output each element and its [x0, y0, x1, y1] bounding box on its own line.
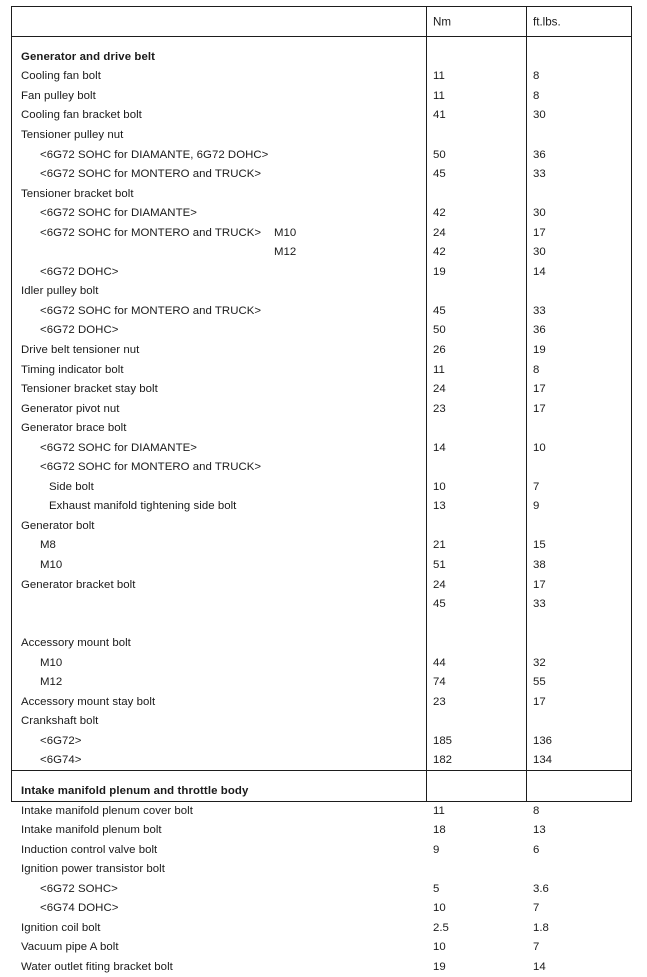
table-row	[12, 418, 631, 438]
cell-ftlbs: 19	[533, 343, 546, 356]
section-heading-row	[12, 47, 631, 67]
cell-ftlbs: 33	[533, 304, 546, 317]
row-label: Idler pulley bolt	[21, 285, 99, 298]
cell-nm: 11	[433, 89, 445, 102]
table-row	[12, 653, 631, 673]
cell-nm: 24	[433, 578, 446, 591]
row-label: <6G72>	[40, 734, 82, 747]
cell-ftlbs: 1.8	[533, 921, 549, 934]
table-row	[12, 859, 631, 879]
cell-nm: 23	[433, 695, 446, 708]
table-row	[12, 340, 631, 360]
table-row	[12, 555, 631, 575]
table-row	[12, 918, 631, 938]
row-label: <6G72 SOHC>	[40, 882, 118, 895]
cell-nm: 18	[433, 824, 446, 837]
cell-ftlbs: 14	[533, 265, 546, 278]
table-row	[12, 575, 631, 595]
row-label: Generator bracket bolt	[21, 578, 136, 591]
cell-nm: 45	[433, 304, 446, 317]
row-label: Crankshaft bolt	[21, 715, 99, 728]
row-label: Generator brace bolt	[21, 422, 127, 435]
table-row	[12, 301, 631, 321]
row-label: Cooling fan bracket bolt	[21, 109, 142, 122]
cell-ftlbs: 17	[533, 226, 546, 239]
cell-nm: 14	[433, 441, 446, 454]
row-label: <6G74 DOHC>	[40, 902, 119, 915]
table-row	[12, 938, 631, 958]
table-row	[12, 820, 631, 840]
table-header-row	[12, 7, 631, 37]
table-row	[12, 67, 631, 87]
cell-ftlbs: 36	[533, 148, 546, 161]
table-row	[12, 262, 631, 282]
cell-nm: 10	[433, 941, 446, 954]
cell-ftlbs: 7	[533, 480, 540, 493]
cell-ftlbs: 17	[533, 578, 546, 591]
cell-nm: 50	[433, 324, 446, 337]
table-row	[12, 899, 631, 919]
row-label: Generator pivot nut	[21, 402, 120, 415]
row-label: Induction control valve bolt	[21, 843, 158, 856]
cell-ftlbs: 10	[533, 441, 546, 454]
cell-nm: 24	[433, 226, 446, 239]
cell-nm: 5	[433, 882, 440, 895]
cell-nm: 23	[433, 402, 446, 415]
row-label: <6G72 SOHC for MONTERO and TRUCK>	[40, 304, 262, 317]
row-label: <6G72 SOHC for MONTERO and TRUCK>	[40, 226, 262, 239]
cell-nm: 41	[433, 109, 446, 122]
cell-ftlbs: 6	[533, 843, 540, 856]
cell-ftlbs: 15	[533, 539, 546, 552]
cell-nm: 21	[433, 539, 446, 552]
row-label: M12	[40, 676, 63, 689]
row-label: Timing indicator bolt	[21, 363, 124, 376]
row-label: <6G72 SOHC for DIAMANTE>	[40, 207, 197, 220]
table-row	[12, 497, 631, 517]
table-row	[12, 692, 631, 712]
table-row	[12, 516, 631, 536]
cell-ftlbs: 17	[533, 402, 546, 415]
table-row	[12, 282, 631, 302]
cell-nm: 50	[433, 148, 446, 161]
cell-ftlbs: 7	[533, 941, 540, 954]
row-label: Side bolt	[49, 480, 94, 493]
cell-nm: 51	[433, 558, 446, 571]
row-label: <6G72 SOHC for DIAMANTE, 6G72 DOHC>	[40, 148, 269, 161]
cell-ftlbs: 30	[533, 246, 546, 259]
cell-ftlbs: 8	[533, 89, 540, 102]
cell-ftlbs: 3.6	[533, 882, 549, 895]
row-label: Tensioner bracket stay bolt	[21, 383, 158, 396]
row-label: Intake manifold plenum bolt	[21, 824, 162, 837]
table-row	[12, 751, 631, 771]
row-label: <6G74>	[40, 754, 82, 767]
cell-nm: 10	[433, 902, 446, 915]
row-label: Accessory mount stay bolt	[21, 695, 156, 708]
cell-nm: 11	[433, 70, 445, 83]
cell-nm: 185	[433, 734, 453, 747]
row-label: <6G72 SOHC for MONTERO and TRUCK>	[40, 168, 262, 181]
cell-ftlbs: 9	[533, 500, 540, 513]
table-row	[12, 242, 631, 262]
cell-ftlbs: 8	[533, 363, 540, 376]
cell-ftlbs: 30	[533, 207, 546, 220]
row-label: Exhaust manifold tightening side bolt	[49, 500, 237, 513]
row-label: M10	[40, 656, 63, 669]
table-row	[12, 633, 631, 653]
table-row	[12, 125, 631, 145]
table-row	[12, 184, 631, 204]
row-label: M10	[40, 558, 63, 571]
cell-nm: 13	[433, 500, 446, 513]
cell-nm: 9	[433, 843, 440, 856]
cell-nm: 10	[433, 480, 446, 493]
section-heading-label: Generator and drive belt	[21, 50, 156, 63]
table-row	[12, 614, 631, 634]
torque-spec-table	[11, 6, 632, 973]
cell-nm: 19	[433, 960, 446, 973]
row-size-suffix: M10	[274, 226, 297, 239]
cell-ftlbs: 33	[533, 598, 546, 611]
cell-ftlbs: 17	[533, 383, 546, 396]
row-label: Tensioner pulley nut	[21, 128, 124, 141]
column-header-nm: Nm	[433, 15, 452, 28]
row-label: Vacuum pipe A bolt	[21, 941, 119, 954]
row-label: <6G72 SOHC for DIAMANTE>	[40, 441, 197, 454]
table-row	[12, 536, 631, 556]
row-label: Tensioner bracket bolt	[21, 187, 134, 200]
table-row	[12, 477, 631, 497]
cell-ftlbs: 17	[533, 695, 546, 708]
column-header-ftlbs: ft.lbs.	[533, 15, 561, 28]
table-row	[12, 379, 631, 399]
row-label: Accessory mount bolt	[21, 637, 131, 650]
row-label: Ignition coil bolt	[21, 921, 101, 934]
cell-ftlbs: 8	[533, 804, 540, 817]
table-row	[12, 145, 631, 165]
table-row	[12, 223, 631, 243]
row-size-suffix: M12	[274, 246, 297, 259]
table-row	[12, 164, 631, 184]
section-spacer	[12, 37, 631, 47]
row-label: Drive belt tensioner nut	[21, 343, 140, 356]
cell-ftlbs: 8	[533, 70, 540, 83]
table-row	[12, 957, 631, 977]
row-label: Intake manifold plenum cover bolt	[21, 804, 193, 817]
table-row	[12, 457, 631, 477]
row-label: Ignition power transistor bolt	[21, 863, 165, 876]
cell-ftlbs: 32	[533, 656, 546, 669]
table-row	[12, 106, 631, 126]
cell-ftlbs: 7	[533, 902, 540, 915]
table-row	[12, 203, 631, 223]
table-row	[12, 399, 631, 419]
table-row	[12, 321, 631, 341]
row-label: Water outlet fiting bracket bolt	[21, 960, 173, 973]
cell-nm: 2.5	[433, 921, 449, 934]
cell-ftlbs: 33	[533, 168, 546, 181]
cell-ftlbs: 136	[533, 734, 553, 747]
section-heading-label: Intake manifold plenum and throttle body	[21, 785, 249, 797]
row-label: Cooling fan bolt	[21, 70, 101, 83]
cell-nm: 26	[433, 343, 446, 356]
table-row	[12, 840, 631, 860]
cell-nm: 182	[433, 754, 453, 767]
table-row	[12, 801, 631, 821]
cell-ftlbs: 30	[533, 109, 546, 122]
cell-nm: 42	[433, 246, 446, 259]
cell-nm: 44	[433, 656, 446, 669]
cell-ftlbs: 14	[533, 960, 546, 973]
table-row	[12, 594, 631, 614]
table-row	[12, 731, 631, 751]
table-row	[12, 360, 631, 380]
table-body	[12, 37, 631, 977]
cell-ftlbs: 36	[533, 324, 546, 337]
cell-nm: 74	[433, 676, 446, 689]
section-spacer	[12, 771, 631, 781]
cell-ftlbs: 38	[533, 558, 546, 571]
table-row	[12, 673, 631, 693]
cell-nm: 11	[433, 363, 445, 376]
row-label: Fan pulley bolt	[21, 89, 96, 102]
row-label: <6G72 DOHC>	[40, 324, 119, 337]
cell-ftlbs: 55	[533, 676, 546, 689]
table-row	[12, 879, 631, 899]
cell-ftlbs: 13	[533, 824, 546, 837]
cell-nm: 42	[433, 207, 446, 220]
section-heading-row	[12, 781, 631, 801]
row-label: <6G72 DOHC>	[40, 265, 119, 278]
row-label: Generator bolt	[21, 519, 95, 532]
table-row	[12, 712, 631, 732]
table-row	[12, 86, 631, 106]
cell-nm: 45	[433, 598, 446, 611]
cell-ftlbs: 134	[533, 754, 553, 767]
cell-nm: 45	[433, 168, 446, 181]
table-row	[12, 438, 631, 458]
row-label: <6G72 SOHC for MONTERO and TRUCK>	[40, 461, 262, 474]
cell-nm: 24	[433, 383, 446, 396]
cell-nm: 19	[433, 265, 446, 278]
row-label: M8	[40, 539, 56, 552]
cell-nm: 11	[433, 804, 445, 817]
